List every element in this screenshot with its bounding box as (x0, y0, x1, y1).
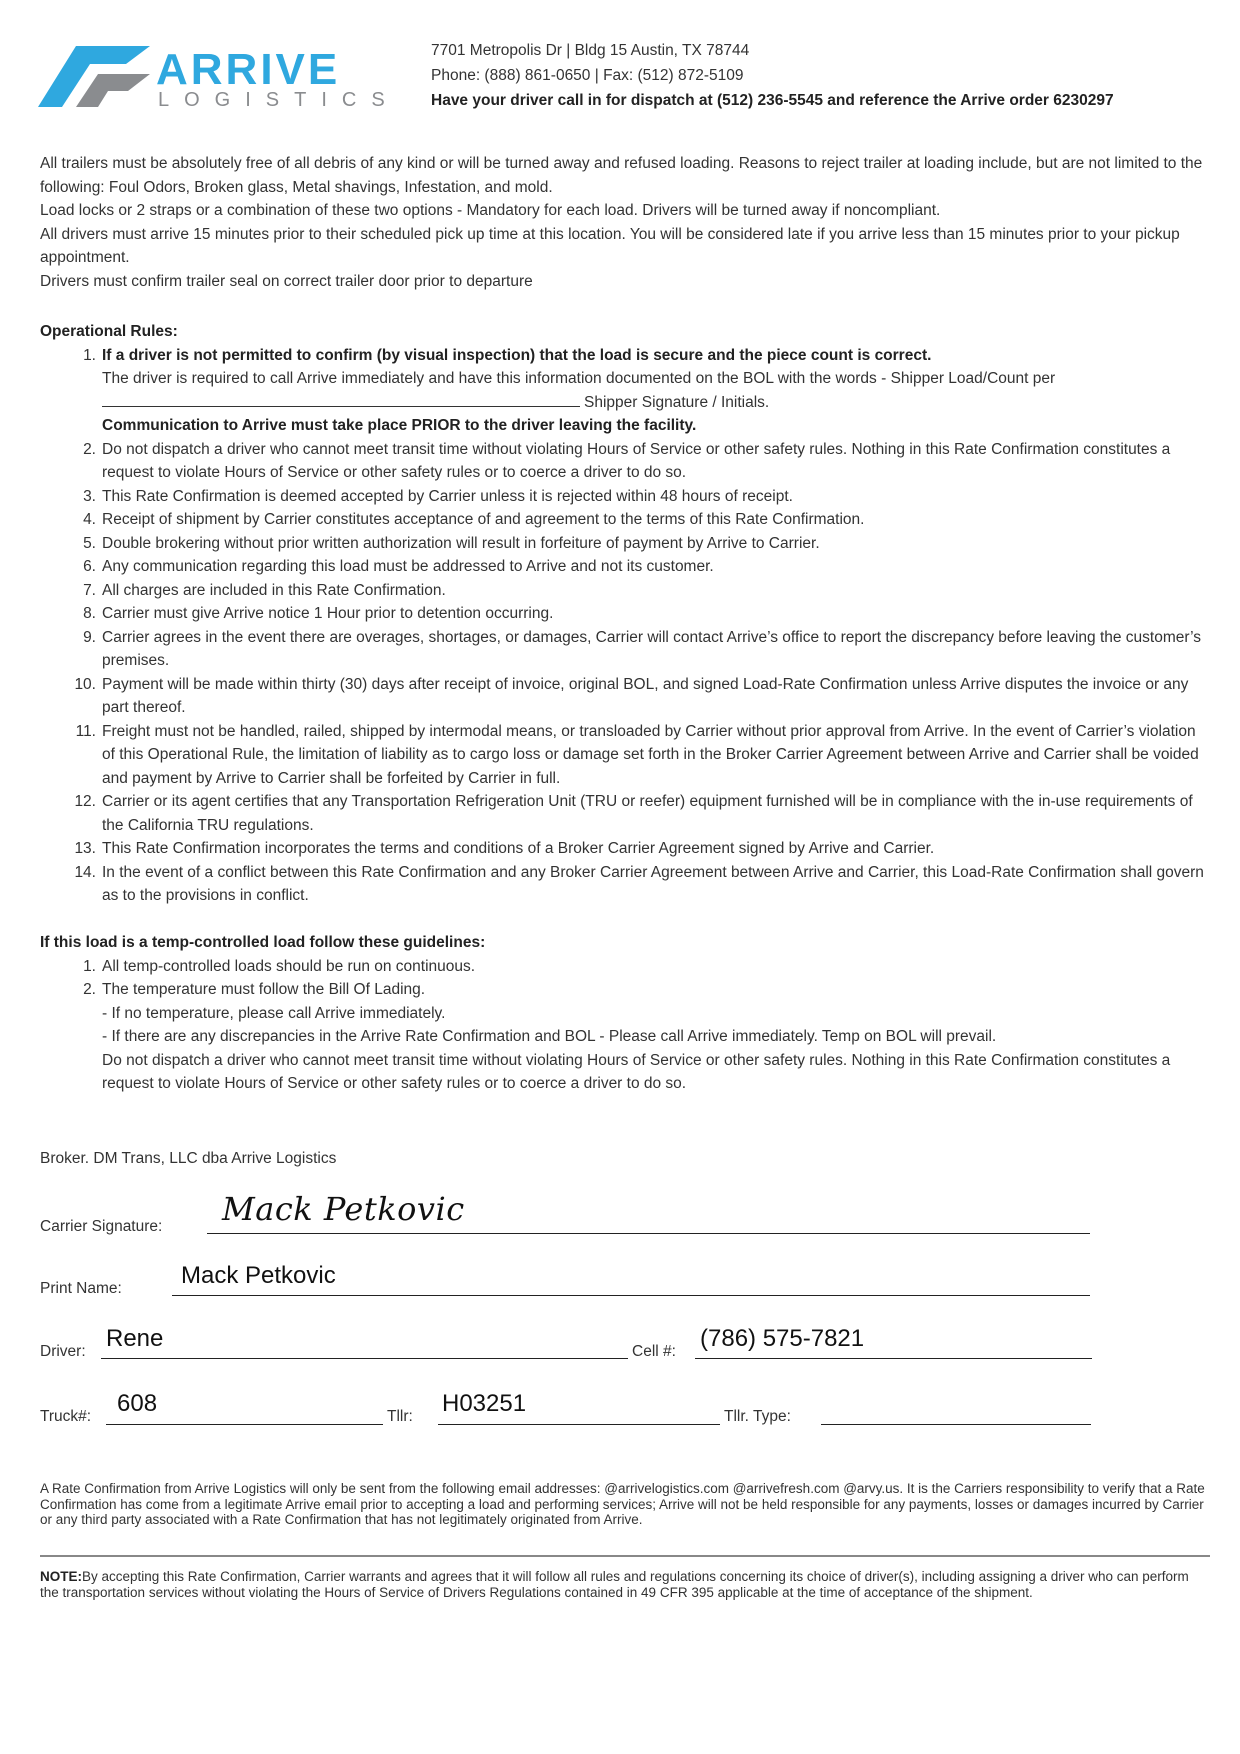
temp-controlled-title: If this load is a temp-controlled load follow these guidelines: (40, 934, 486, 951)
temp-subitem: - If no temperature, please call Arrive immediately. (102, 1004, 446, 1022)
rule-item: 1. If a driver is not permitted to confirm (by visual inspection) that the load is secure and the piece count is correct. (83, 346, 932, 364)
temp-item: 1. All temp-controlled loads should be run on continuous. (83, 957, 476, 975)
print-name-field[interactable] (172, 1295, 1090, 1296)
intro-arrival-time: All drivers must arrive 15 minutes prior to their scheduled pick up time at this location. You will be considered late if you arrive less than 15 minutes prior to your pickup appointment. (40, 225, 1180, 266)
tllr-value: H03251 (442, 1390, 527, 1417)
tllr-type-field[interactable] (821, 1424, 1091, 1425)
tllr-type-label: Tllr. Type: (724, 1408, 791, 1425)
intro-section (40, 152, 1210, 293)
rule-item: 9. Carrier agrees in the event there are overages, shortages, or damages, Carrier will contact Arrive’s office to report the discrepancy before leaving the customer’s premises. (83, 628, 1202, 669)
rule-item: 14. In the event of a conflict between this Rate Confirmation and any Broker Carrier Agreement between Arrive and Carrier, this Load-Rate Confirmation shall govern as to the provisions in conflict. (74, 863, 1204, 904)
operational-rules-title: Operational Rules: (40, 323, 178, 340)
print-name-label: Print Name: (40, 1280, 122, 1297)
driver-label: Driver: (40, 1343, 86, 1360)
note-label: NOTE: (40, 1569, 82, 1584)
rule-item: 8. Carrier must give Arrive notice 1 Hour prior to detention occurring. (83, 605, 554, 622)
email-notice (40, 1481, 1210, 1528)
truck-value: 608 (117, 1390, 158, 1417)
tllr-label: Tllr: (387, 1408, 413, 1425)
temp-controlled-section (40, 931, 1210, 1096)
rule-item: 12. Carrier or its agent certifies that any Transportation Refrigeration Unit (TRU or reefer) equipment furnished will be in compliance with the in-use requirements of the California TRU regulations. (74, 793, 1193, 834)
carrier-signature-field[interactable] (207, 1233, 1090, 1234)
arrive-logo-mark-icon (38, 44, 410, 110)
broker-line: Broker. DM Trans, LLC dba Arrive Logistics (40, 1150, 337, 1167)
rule-item: 6. Any communication regarding this load must be addressed to Arrive and not its customer. (83, 558, 714, 575)
driver-value: Rene (106, 1325, 164, 1352)
logo-wordmark: ARRIVE (156, 45, 341, 94)
temp-item: 2. The temperature must follow the Bill Of Lading. (83, 981, 426, 998)
shipper-signature-blank (102, 394, 580, 407)
truck-field[interactable] (106, 1424, 383, 1425)
tllr-field[interactable] (438, 1424, 720, 1425)
cell-value: (786) 575-7821 (700, 1325, 865, 1352)
carrier-signature-label: Carrier Signature: (40, 1218, 163, 1235)
rule-item: 10. Payment will be made within thirty (30) days after receipt of invoice, original BOL, and signed Load-Rate Confirmation unless Arrive disputes the invoice or any part thereof. (74, 675, 1189, 716)
rule-item: 13. This Rate Confirmation incorporates the terms and conditions of a Broker Carrier Agreement signed by Arrive and Carrier. (74, 840, 935, 857)
rule-1-signature-line: Shipper Signature / Initials. (40, 391, 1210, 415)
truck-label: Truck#: (40, 1408, 92, 1425)
cell-label: Cell #: (632, 1343, 676, 1360)
rule-item: 3. This Rate Confirmation is deemed accepted by Carrier unless it is rejected within 48 hours of receipt. (83, 487, 793, 505)
carrier-signature: Mack Petkovic (222, 1190, 465, 1228)
email-notice-text: A Rate Confirmation from Arrive Logistics will only be sent from the following email addresses: @arrivelogistics.com @arrivefresh.com @arvy.us. It is the Carriers responsibility to verify that a Rate Confirmation has come from a legitimate Arrive email prior to accepting a load and performing services; Arrive will not be held responsible for any payments, losses or damages incurred by Carrier or any third party associated with a Rate Confirmation that has not legitimately originated from Arrive. (40, 1481, 1205, 1527)
header-dispatch-note: Have your driver call in for dispatch at (512) 236-5545 and reference the Arrive order 6230297 (431, 92, 1114, 109)
arrive-logistics-logo (38, 44, 410, 110)
driver-field[interactable] (101, 1358, 628, 1359)
operational-rules-list (40, 344, 1210, 908)
rule-item: 11. Freight must not be handled, railed, shipped by intermodal means, or transloaded by Carrier without prior approval from Arrive. In the event of Carrier’s violation of this Operational Rule, the limitation of liability as to cargo loss or damage set forth in the Broker Carrier Agreement between Arrive and Carrier shall be voided and payment by Arrive to Carrier shall be forfeited by Carrier in full. (75, 722, 1199, 787)
header-address: 7701 Metropolis Dr | Bldg 15 Austin, TX 78744 (431, 42, 750, 59)
cell-field[interactable] (695, 1358, 1092, 1359)
temp-subitem: - If there are any discrepancies in the Arrive Rate Confirmation and BOL - Please call Arrive immediately. Temp on BOL will prevail. (102, 1028, 997, 1045)
rule-item: 7. All charges are included in this Rate Confirmation. (83, 581, 446, 599)
rule-1-communication: Communication to Arrive must take place PRIOR to the driver leaving the facility. (102, 417, 697, 434)
temp-controlled-list (40, 955, 1210, 1096)
temp-subitem: Do not dispatch a driver who cannot meet transit time without violating Hours of Service or other safety rules. Nothing in this Rate Confirmation constitutes a request to violate Hours of Service or other safety rules or to coerce a driver to do so. (102, 1051, 1171, 1092)
note-text: By accepting this Rate Confirmation, Carrier warrants and agrees that it will follow all rules and regulations concerning its choice of driver(s), including assigning a driver who can perform the transportation services without violating the Hours of Service of Drivers Regulations contained in 49 CFR 395 applicable at the time of acceptance of the shipment. (40, 1569, 1189, 1600)
rule-item: 4. Receipt of shipment by Carrier constitutes acceptance of and agreement to the terms of this Rate Confirmation. (83, 511, 865, 528)
intro-load-locks: Load locks or 2 straps or a combination of these two options - Mandatory for each load. Drivers will be turned away if noncompliant. (40, 202, 941, 219)
print-name-value: Mack Petkovic (181, 1262, 336, 1289)
rule-1-detail: The driver is required to call Arrive immediately and have this information documented on the BOL with the words - Shipper Load/Count per (102, 370, 1056, 387)
footer-note (40, 1569, 1210, 1600)
footer-divider (40, 1555, 1210, 1557)
operational-rules-section (40, 320, 1210, 908)
rule-item: 2. Do not dispatch a driver who cannot meet transit time without violating Hours of Service or other safety rules. Nothing in this Rate Confirmation constitutes a request to violate Hours of Service or other safety rules or to coerce a driver to do so. (83, 440, 1171, 481)
logo-subword: LOGISTICS (158, 89, 400, 110)
header-phone-fax: Phone: (888) 861-0650 | Fax: (512) 872-5109 (431, 67, 744, 84)
intro-debris: All trailers must be absolutely free of all debris of any kind or will be turned away and refused loading. Reasons to reject trailer at loading include, but are not limited to the following: Foul Odors, Broken glass, Metal shavings, Infestation, and mold. (40, 155, 1203, 196)
intro-trailer-seal: Drivers must confirm trailer seal on correct trailer door prior to departure (40, 272, 533, 290)
rule-item: 5. Double brokering without prior written authorization will result in forfeiture of payment by Arrive to Carrier. (83, 534, 820, 552)
